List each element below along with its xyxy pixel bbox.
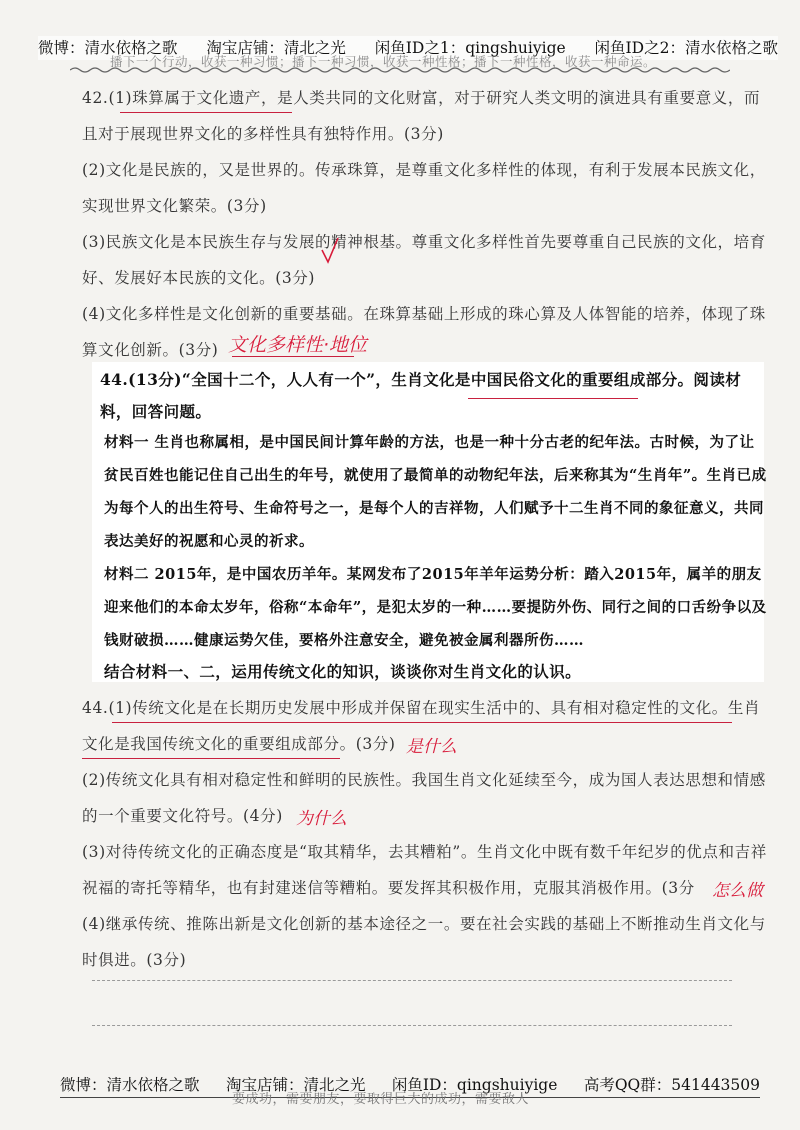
header-motto: 播下一个行动，收获一种习惯；播下一种习惯，收获一种性格；播下一种性格，收获一种命运。	[110, 54, 657, 69]
handwritten-note-44-3: 怎么做	[712, 881, 763, 901]
footer-taobao: 淘宝店铺：清北之光	[225, 1076, 366, 1094]
answer-42-part-4: (4)文化多样性是文化创新的重要基础。在珠算基础上形成的珠心算及人体智能的培养，体现了珠算文化创新。(3分)	[82, 305, 766, 359]
answer-line-2	[92, 1025, 732, 1026]
underline-42-1	[120, 112, 292, 113]
question-44-title: 44.(13分)“全国十二个，人人有一个”，生肖文化是中国民俗文化的重要组成部分。阅读材料，回答问题。	[100, 370, 742, 421]
underline-44-1b	[82, 758, 340, 759]
material-2: 材料二 2015年，是中国农历羊年。某网发布了2015年羊年运势分析：踏入2015年，属羊的朋友迎来他们的本命太岁年，俗称“本命年”，是犯太岁的一种……要提防外伤、同行之间的口舌纷争以及钱财破损……健康运势欠佳，要格外注意安全，避免被金属利器所伤……	[104, 566, 767, 649]
underline-42-note	[232, 356, 354, 357]
underline-44-title	[468, 398, 638, 399]
answer-44-part-2: (2)传统文化具有相对稳定性和鲜明的民族性。我国生肖文化延续至今，成为国人表达思想和情感的一个重要文化符号。(4分)	[82, 771, 766, 825]
header-xianyu-1: 闲鱼ID之1：qingshuiyige	[374, 39, 566, 57]
answer-44-part-3: (3)对待传统文化的正确态度是“取其精华，去其糟粕”。生肖文化中既有数千年纪岁的优点和吉祥祝福的寄托等精华，也有封建迷信等糟粕。要发挥其积极作用，克服其消极作用。(3分	[82, 843, 767, 897]
footer-motto: 要成功，需要朋友，要取得巨大的成功，需要敌人	[232, 1092, 530, 1107]
footer-qq-group: 高考QQ群：541443509	[583, 1076, 760, 1094]
header-weibo: 微博：清水依格之歌	[38, 39, 178, 57]
answer-42-part-2: (2)文化是民族的，又是世界的。传承珠算，是尊重文化多样性的体现，有利于发展本民族文化，实现世界文化繁荣。(3分)	[82, 161, 766, 215]
answer-44-part-1: 44.(1)传统文化是在长期历史发展中形成并保留在现实生活中的、具有相对稳定性的文化。生肖文化是我国传统文化的重要组成部分。(3分)	[82, 699, 761, 753]
header-wavy-rule	[70, 66, 730, 74]
header-taobao: 淘宝店铺：清北之光	[206, 39, 346, 57]
footer-xianyu: 闲鱼ID：qingshuiyige	[391, 1076, 558, 1094]
answer-line-1	[92, 980, 732, 981]
handwritten-note-44-1: 是什么	[406, 737, 457, 757]
underline-44-1a	[112, 722, 732, 723]
answer-42-part-1: 42.(1)珠算属于文化遗产，是人类共同的文化财富，对于研究人类文明的演进具有重要意义，而且对于展现世界文化的多样性具有独特作用。(3分)	[82, 89, 761, 143]
answer-42-part-3: (3)民族文化是本民族生存与发展的精神根基。尊重文化多样性首先要尊重自己民族的文化，培育好、发展好本民族的文化。(3分)	[82, 233, 766, 287]
footer-weibo: 微博：清水依格之歌	[60, 1076, 200, 1094]
handwritten-note-44-2: 为什么	[296, 809, 347, 829]
header-xianyu-2: 闲鱼ID之2：清水依格之歌	[594, 39, 778, 57]
question-44-ask: 结合材料一、二，运用传统文化的知识，谈谈你对生肖文化的认识。	[104, 662, 582, 681]
material-1: 材料一 生肖也称属相，是中国民间计算年龄的方法，也是一种十分古老的纪年法。古时候，为了让贫民百姓也能记住自己出生的年号，就使用了最简单的动物纪年法，后来称其为“生肖年”。生肖已成为每个人的出生符号、生命符号之一，是每个人的吉祥物，人们赋予十二生肖不同的象征意义，共同表达美好的祝愿和心灵的祈求。	[104, 434, 767, 550]
handwritten-note-42: 文化多样性·地位	[228, 334, 368, 356]
check-mark-icon	[320, 236, 340, 266]
answer-44-part-4: (4)继承传统、推陈出新是文化创新的基本途径之一。要在社会实践的基础上不断推动生肖文化与时俱进。(3分)	[82, 915, 766, 969]
